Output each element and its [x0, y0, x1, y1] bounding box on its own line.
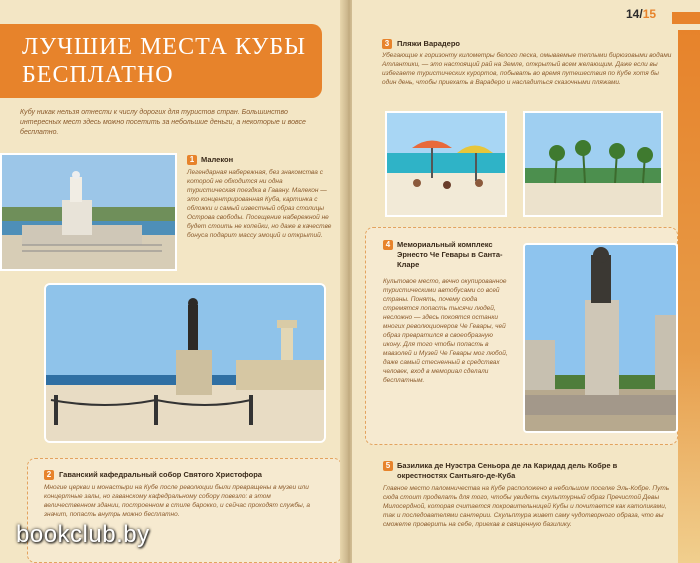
beach-palms-photo	[523, 111, 663, 217]
page-number: 14/15	[626, 7, 657, 21]
watermark: bookclub.by	[16, 521, 150, 548]
section-5-heading: Базилика де Нуэстра Сеньора де ла Каридад дель Кобре в окрестностях Сантьяго-де-Куба	[397, 461, 618, 480]
section-2-number: 2	[44, 470, 54, 480]
che-memorial-photo	[523, 243, 678, 433]
side-stripe	[678, 30, 700, 563]
beach-umbrellas-photo	[385, 111, 507, 217]
section-3-body: Убегающие к горизонту километры белого песка, омываемые теплыми бирюзовыми водами Атлантики, — это настоящий рай на Земле, открытый всем желающим. Даже если вы избегаете туристических курортов, побывать во время путешествия по Кубе хотя бы один день, чтобы приехать в Варадеро и насладиться сказочными пляжами.	[382, 52, 672, 86]
section-4-body: Культовое место, вечно окупированное туристическими автобусами со всей страны. Понять, почему сюда стремятся попасть тысячи людей, несложно — здесь покоятся останки многих революционеров Че Гевары, чей образ превратился в своеобразную икону. Для того чтобы попасть в мавзолей и Музей Че Гевары мог любой, даже самый стесненный в средствах человек, вход в мемориал сделали бесплатным.	[383, 278, 508, 384]
malecon-photo	[0, 153, 177, 271]
section-1-body: Легендарная набережная, без знакомства с которой не обходится ни одна туристическая поездка в Гавану. Малекон — это концентрированная Куба, картинка с обложки и самый известный образ столицы Острова свободы. Посещение набережной не будет стоить не копейки, но даже в качестве бонуса подарит массу эмоций и открытий.	[187, 169, 332, 239]
section-5-number: 5	[383, 461, 393, 471]
section-4-heading: Мемориальный комплекс Эрнесто Че Гевары в Санта-Кларе	[397, 240, 503, 269]
intro-text: Кубу никак нельзя отнести к числу дорогих для туристов стран. Большинство интересных мест здесь можно посетить за небольшие деньги, а некоторые и вовсе бесплатно.	[20, 109, 306, 136]
section-4-number: 4	[383, 240, 393, 250]
section-1-number: 1	[187, 155, 197, 165]
havana-monument-photo	[44, 283, 326, 443]
section-2-heading: Гаванский кафедральный собор Святого Христофора	[59, 470, 262, 479]
corner-tab	[672, 12, 700, 24]
section-3-number: 3	[382, 39, 392, 49]
section-1-heading: Малекон	[201, 155, 234, 164]
section-2-body: Многие церкви и монастыри на Кубе после революции были превращены в музеи или концертные залы, но гаванскому кафедральному собору повезло: в этом величественном здании, построенном в стиле барокко, и сейчас проходят службы, а значит, попасть внутрь можно бесплатно.	[44, 484, 311, 518]
section-3-heading: Пляжи Варадеро	[397, 39, 460, 48]
page-title: ЛУЧШИЕ МЕСТА КУБЫ БЕСПЛАТНО	[22, 34, 307, 88]
section-5-body: Главное место паломничества на Кубе расположено в небольшом поселке Эль-Кобре. Путь сюда стоит проделать для того, чтобы увидеть скульптурный образ Пречистой Девы Милосердной, которая считается покровительницей Кубы и почитается как католиками, так и последователями сантерии. Скульптура живет саму чудотворного образа, что вы сможете проверить на себе, приехав в священную базилику.	[383, 485, 670, 528]
